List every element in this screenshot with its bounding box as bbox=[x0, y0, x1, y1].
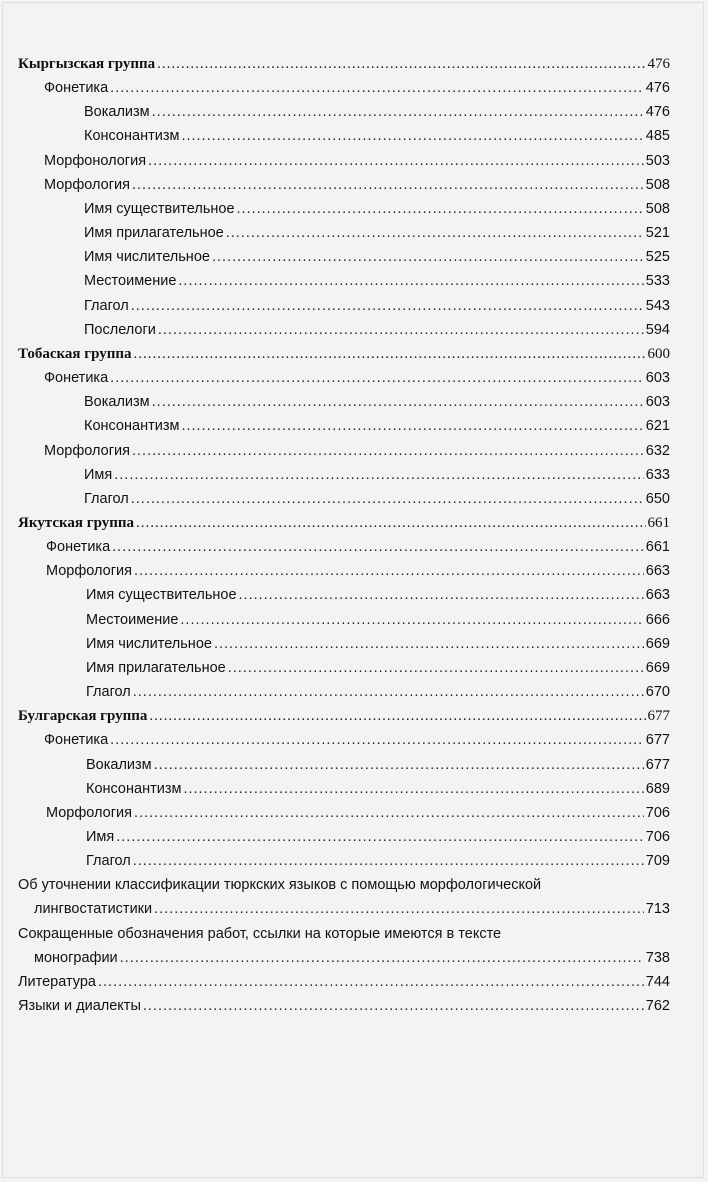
toc-entry-label: Кыргызская группа bbox=[18, 56, 156, 72]
toc-entry-label: Тобаская группа bbox=[18, 345, 132, 362]
toc-entry bbox=[18, 680, 670, 704]
leader-dots bbox=[152, 100, 644, 124]
toc-entry bbox=[18, 608, 670, 632]
toc-entry-label: Фонетика bbox=[46, 539, 111, 556]
toc-entry-label: Литература bbox=[18, 973, 96, 990]
leader-dots bbox=[110, 728, 644, 752]
leader-dots bbox=[158, 318, 644, 342]
toc-entry bbox=[18, 294, 670, 318]
leader-dots bbox=[154, 753, 644, 777]
toc-entry bbox=[18, 728, 670, 752]
toc-entry bbox=[18, 52, 670, 76]
toc-entry-label: Глагол bbox=[86, 684, 131, 701]
toc-entry-label: Глагол bbox=[84, 490, 129, 507]
leader-dots bbox=[183, 777, 643, 801]
toc-entry bbox=[18, 173, 670, 197]
toc-entry bbox=[18, 849, 670, 873]
leader-dots bbox=[181, 124, 643, 148]
leader-dots bbox=[152, 390, 644, 414]
leader-dots bbox=[131, 294, 644, 318]
leader-dots bbox=[239, 583, 644, 607]
toc-entry-label: Глагол bbox=[86, 853, 131, 870]
toc-entry-page: 738 bbox=[645, 949, 670, 966]
toc-entry-label: Вокализм bbox=[86, 756, 152, 773]
toc-entry-label: Булгарская группа bbox=[18, 708, 148, 725]
toc-entry bbox=[18, 221, 670, 245]
toc-entry-page: 650 bbox=[645, 490, 670, 507]
toc-entry bbox=[18, 922, 670, 970]
toc-entry-page: 543 bbox=[645, 297, 670, 314]
toc-entry bbox=[18, 753, 670, 777]
toc-entry-page: 677 bbox=[645, 732, 670, 749]
toc-entry-label: Местоимение bbox=[84, 273, 177, 290]
leader-dots bbox=[157, 52, 645, 76]
toc-entry-page: 669 bbox=[645, 635, 670, 652]
toc-entry-label: монографии bbox=[34, 949, 118, 966]
toc-entry-label: Вокализм bbox=[84, 104, 150, 121]
leader-dots bbox=[148, 149, 644, 173]
toc-entry-page: 503 bbox=[645, 152, 670, 169]
leader-dots bbox=[112, 535, 644, 559]
leader-dots bbox=[226, 221, 644, 245]
toc-entry-page: 744 bbox=[645, 973, 670, 990]
toc-entry-page: 476 bbox=[645, 80, 670, 97]
toc-entry-page: 508 bbox=[645, 200, 670, 217]
toc-entry-page: 663 bbox=[645, 563, 670, 580]
toc-entry bbox=[18, 632, 670, 656]
toc-entry-page: 533 bbox=[645, 273, 670, 290]
toc-entry bbox=[18, 994, 670, 1018]
toc-entry-label: Морфология bbox=[44, 176, 130, 193]
toc-entry-page: 633 bbox=[645, 466, 670, 483]
toc-entry-label: Послелоги bbox=[84, 321, 156, 338]
leader-dots bbox=[131, 487, 644, 511]
toc-entry-label: Имя числительное bbox=[84, 249, 210, 266]
leader-dots bbox=[181, 414, 643, 438]
toc-entry-label: Фонетика bbox=[44, 370, 109, 387]
leader-dots bbox=[134, 342, 646, 366]
toc-entry-page: 661 bbox=[645, 539, 670, 556]
toc-entry-label: Имя числительное bbox=[86, 635, 212, 652]
toc-entry-page: 632 bbox=[645, 442, 670, 459]
leader-dots bbox=[180, 608, 643, 632]
toc-entry-page: 677 bbox=[647, 708, 670, 725]
toc-entry-label: Морфонология bbox=[44, 152, 147, 169]
toc-entry bbox=[18, 414, 670, 438]
toc-entry-page: 663 bbox=[645, 587, 670, 604]
toc-entry-page: 762 bbox=[645, 998, 670, 1015]
toc-entry bbox=[18, 439, 670, 463]
toc-entry bbox=[18, 487, 670, 511]
toc-entry-page: 666 bbox=[645, 611, 670, 628]
toc-entry-label: Местоимение bbox=[86, 611, 179, 628]
toc-entry-page: 525 bbox=[645, 249, 670, 266]
toc-entry-page: 600 bbox=[647, 345, 670, 362]
toc-entry-page: 669 bbox=[645, 659, 670, 676]
toc-entry-page: 706 bbox=[645, 804, 670, 821]
toc-entry-label: Консонантизм bbox=[84, 128, 180, 145]
leader-dots bbox=[132, 173, 644, 197]
leader-dots bbox=[110, 366, 644, 390]
leader-dots bbox=[228, 656, 644, 680]
toc-entry bbox=[18, 825, 670, 849]
table-of-contents bbox=[18, 52, 670, 1018]
leader-dots bbox=[237, 197, 644, 221]
leader-dots bbox=[149, 704, 645, 728]
leader-dots bbox=[120, 946, 644, 970]
toc-entry-label: лингвостатистики bbox=[34, 901, 153, 918]
toc-entry-page: 476 bbox=[645, 104, 670, 121]
toc-entry bbox=[18, 124, 670, 148]
leader-dots bbox=[214, 632, 644, 656]
toc-entry-page: 485 bbox=[645, 128, 670, 145]
leader-dots bbox=[212, 245, 644, 269]
leader-dots bbox=[110, 76, 644, 100]
toc-entry-label: Языки и диалекты bbox=[18, 998, 141, 1015]
toc-entry bbox=[18, 245, 670, 269]
leader-dots bbox=[134, 559, 644, 583]
leader-dots bbox=[114, 463, 644, 487]
toc-entry bbox=[18, 777, 670, 801]
toc-entry-label: Фонетика bbox=[44, 80, 109, 97]
leader-dots bbox=[134, 801, 644, 825]
toc-entry bbox=[18, 873, 670, 921]
leader-dots bbox=[143, 994, 644, 1018]
toc-entry-page: 476 bbox=[647, 56, 670, 72]
toc-entry-page: 508 bbox=[645, 176, 670, 193]
toc-entry-page: 661 bbox=[647, 514, 670, 531]
toc-entry-continuation bbox=[18, 946, 670, 970]
toc-entry-label: Вокализм bbox=[84, 394, 150, 411]
toc-entry bbox=[18, 390, 670, 414]
toc-entry-label: Имя прилагательное bbox=[84, 225, 224, 242]
toc-entry-page: 709 bbox=[645, 853, 670, 870]
toc-entry bbox=[18, 318, 670, 342]
leader-dots bbox=[154, 897, 644, 921]
toc-entry-page: 621 bbox=[645, 418, 670, 435]
toc-entry-page: 603 bbox=[645, 370, 670, 387]
leader-dots bbox=[136, 511, 646, 535]
toc-entry bbox=[18, 656, 670, 680]
toc-entry-label: Имя существительное bbox=[86, 587, 237, 604]
toc-entry-page: 677 bbox=[645, 756, 670, 773]
toc-entry-label: Морфология bbox=[46, 563, 132, 580]
toc-entry-label: Якутская группа bbox=[18, 514, 134, 531]
toc-entry bbox=[18, 801, 670, 825]
leader-dots bbox=[133, 849, 644, 873]
toc-entry bbox=[18, 197, 670, 221]
toc-entry-label: Имя прилагательное bbox=[86, 659, 226, 676]
toc-entry-page: 689 bbox=[645, 780, 670, 797]
toc-entry-label: Морфология bbox=[46, 804, 132, 821]
toc-entry-label: Консонантизм bbox=[84, 418, 180, 435]
toc-entry bbox=[18, 76, 670, 100]
leader-dots bbox=[132, 439, 644, 463]
toc-entry-page: 706 bbox=[645, 829, 670, 845]
toc-entry bbox=[18, 463, 670, 487]
toc-entry-label: Имя bbox=[84, 466, 113, 483]
toc-entry-label: Консонантизм bbox=[86, 780, 182, 797]
toc-entry bbox=[18, 511, 670, 535]
toc-entry-label: Имя bbox=[86, 829, 115, 845]
toc-entry bbox=[18, 366, 670, 390]
toc-entry bbox=[18, 535, 670, 559]
toc-entry-label: Фонетика bbox=[44, 732, 109, 749]
toc-entry bbox=[18, 149, 670, 173]
toc-entry bbox=[18, 559, 670, 583]
leader-dots bbox=[98, 970, 644, 994]
toc-entry-label: Имя существительное bbox=[84, 200, 235, 217]
toc-entry-label-line1: Сокращенные обозначения работ, ссылки на которые имеются в тексте bbox=[18, 925, 502, 942]
toc-entry-page: 670 bbox=[645, 684, 670, 701]
toc-entry-label: Глагол bbox=[84, 297, 129, 314]
toc-entry-page: 603 bbox=[645, 394, 670, 411]
toc-entry-label: Морфология bbox=[44, 442, 130, 459]
toc-entry bbox=[18, 583, 670, 607]
toc-entry-page: 594 bbox=[645, 321, 670, 338]
leader-dots bbox=[116, 825, 644, 849]
leader-dots bbox=[133, 680, 644, 704]
leader-dots bbox=[178, 269, 643, 293]
toc-entry-label-line1: Об уточнении классификации тюркских языков с помощью морфологической bbox=[18, 877, 542, 894]
toc-entry bbox=[18, 704, 670, 728]
toc-entry-continuation bbox=[18, 897, 670, 921]
toc-entry bbox=[18, 100, 670, 124]
toc-entry-page: 713 bbox=[645, 901, 670, 918]
toc-entry bbox=[18, 342, 670, 366]
toc-entry-page: 521 bbox=[645, 225, 670, 242]
toc-entry bbox=[18, 269, 670, 293]
toc-entry bbox=[18, 970, 670, 994]
